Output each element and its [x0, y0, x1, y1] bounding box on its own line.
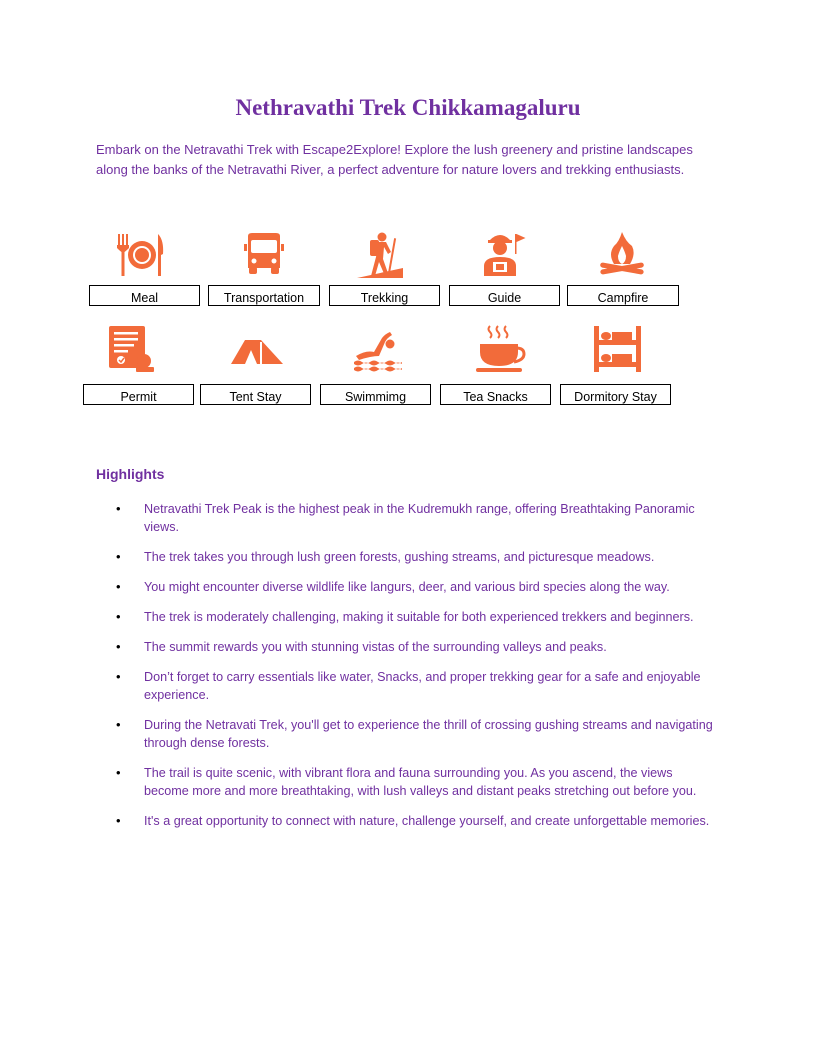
bullet-icon: •: [116, 765, 121, 780]
list-item: • The trail is quite scenic, with vibrant flora and fauna surrounding you. As you ascend, the views become more and more breathtaking, with lush valleys and distant peaks stretching out before you.: [116, 765, 697, 798]
amenity-label-meal: Meal: [89, 285, 200, 306]
guide-icon: [476, 230, 532, 280]
list-item: • Don’t forget to carry essentials like water, Snacks, and proper trekking gear for a safe and enjoyable experience.: [116, 669, 701, 702]
tent-icon: [229, 324, 285, 374]
bullet-icon: •: [116, 549, 121, 564]
campfire-icon: [594, 230, 650, 280]
highlights-list: [96, 500, 716, 842]
tea-cup-icon: [472, 324, 528, 374]
hiker-icon: [355, 230, 411, 280]
list-item: • The summit rewards you with stunning vistas of the surrounding valleys and peaks.: [116, 639, 607, 654]
bullet-icon: •: [116, 813, 121, 828]
amenity-label-campfire: Campfire: [567, 285, 679, 306]
amenity-label-dormitory-stay: Dormitory Stay: [560, 384, 671, 405]
list-item: • Netravathi Trek Peak is the highest peak in the Kudremukh range, offering Breathtaking Panoramic views.: [116, 501, 695, 534]
page-title: Nethravathi Trek Chikkamagaluru: [235, 95, 581, 120]
amenity-label-transportation: Transportation: [208, 285, 320, 306]
amenity-label-permit: Permit: [83, 384, 194, 405]
amenity-label-tea-snacks: Tea Snacks: [440, 384, 551, 405]
permit-icon: [104, 324, 160, 374]
bunk-bed-icon: [590, 324, 646, 374]
amenity-label-tent-stay: Tent Stay: [200, 384, 311, 405]
bullet-icon: •: [116, 579, 121, 594]
list-item: • The trek is moderately challenging, making it suitable for both experienced trekkers and beginners.: [116, 609, 694, 624]
bullet-icon: •: [116, 717, 121, 732]
swimmer-icon: [350, 324, 406, 374]
bullet-icon: •: [116, 501, 121, 516]
meal-icon: [114, 230, 170, 280]
intro-paragraph: Embark on the Netravathi Trek with Escape2Explore! Explore the lush greenery and pristine landscapes along the banks of the Netravathi River, a perfect adventure for nature lovers and trekking enthusiasts.: [96, 142, 693, 177]
bus-icon: [236, 230, 292, 280]
amenity-label-guide: Guide: [449, 285, 560, 306]
list-item: • During the Netravati Trek, you'll get to experience the thrill of crossing gushing streams and navigating through dense forests.: [116, 717, 713, 750]
highlights-heading: Highlights: [96, 466, 165, 482]
list-item: • You might encounter diverse wildlife like langurs, deer, and various bird species along the way.: [116, 579, 670, 594]
bullet-icon: •: [116, 669, 121, 684]
list-item: • It's a great opportunity to connect with nature, challenge yourself, and create unforgettable memories.: [116, 813, 710, 828]
bullet-icon: •: [116, 639, 121, 654]
amenity-label-trekking: Trekking: [329, 285, 440, 306]
list-item: • The trek takes you through lush green forests, gushing streams, and picturesque meadows.: [116, 549, 655, 564]
amenity-label-swimming: Swimmimg: [320, 384, 431, 405]
bullet-icon: •: [116, 609, 121, 624]
